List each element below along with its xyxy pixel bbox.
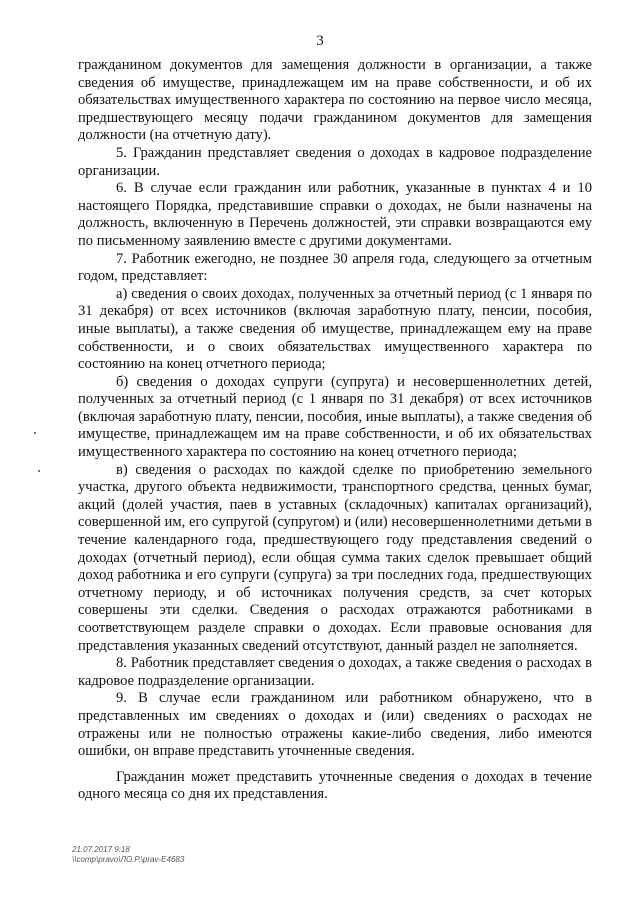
footer-timestamp: 21.07.2017 9:18 [72,845,130,854]
scan-mark [38,470,40,472]
paragraph-item-5: 5. Гражданин представляет сведения о доходах в кадровое подразделение организации. [78,144,592,179]
footer-file-path: \\comp\pravo\ЛО.Р.\prav-E4683 [72,855,185,864]
paragraph-item-7b: б) сведения о доходах супруги (супруга) и несовершеннолетних детей, полученных за отчетный период (с 1 января по 31 декабря) от всех источников (включая заработную плату, пенсии, пособия, иные выплаты), а также сведения об имуществе, принадлежащем им на праве собственности, и об их обязательствах имущественного характера по состоянию на конец отчетного периода; [78,373,592,461]
paragraph-item-6: 6. В случае если гражданин или работник, указанные в пунктах 4 и 10 настоящего Порядка, представившие справки о доходах, не были назначены на должность, включенную в Перечень должностей, эти справки возвращаются ему по письменному заявлению вместе с другими документами. [78,180,592,249]
document-body [78,57,592,804]
scan-mark [34,432,36,434]
paragraph-item-7v: в) сведения о расходах по каждой сделке по приобретению земельного участка, другого объекта недвижимости, транспортного средства, ценных бумаг, акций (долей участия, паев в уставных (складочных) капиталах организаций), совершенной им, его супругой (супругом) и (или) несовершеннолетними детьми в течение календарного года, предшествующего году представления сведений о доходах (отчетный период), если общая сумма таких сделок превышает общий доход работника и его супруги (супруга) за три последних года, предшествующих отчетному периоду, и об источниках получения средств, за счет которых совершены эти сделки. Сведения о расходах отражаются работниками в соответствующем разделе справки о доходах. Если правовые основания для представления указанных сведений отсутствуют, данный раздел не заполняется. [78,461,592,654]
paragraph-item-9: 9. В случае если гражданином или работником обнаружено, что в представленных им сведениях о доходах и (или) сведениях о расходах не отражены или не полностью отражены какие-либо сведения, либо имеются ошибки, он вправе представить уточненные сведения. [78,690,592,760]
footer-stamp [72,845,184,865]
paragraph-item-8: 8. Работник представляет сведения о доходах, а также сведения о расходах в кадровое подразделение организации. [78,655,592,689]
paragraph-final: Гражданин может представить уточненные сведения о доходах в течение одного месяца со дня их представления. [78,768,592,803]
paragraph-continuation: гражданином документов для замещения должности в организации, а также сведения об имуществе, принадлежащем им на праве собственности, и об их обязательствах имущественного характера по состоянию на первое число месяца, предшествующего месяцу подачи гражданином документов для замещения должности (на отчетную дату). [78,57,592,144]
page-number: 3 [316,33,324,49]
paragraph-item-7: 7. Работник ежегодно, не позднее 30 апреля года, следующего за отчетным годом, представляет: [78,250,592,285]
paragraph-item-7a: а) сведения о своих доходах, полученных за отчетный период (с 1 января по 31 декабря) от всех источников (включая заработную плату, пенсии, пособия, иные выплаты), а также сведения об имуществе, принадлежащем ему на праве собственности, и о своих обязательствах имущественного характера по состоянию на конец отчетного периода; [78,285,592,373]
